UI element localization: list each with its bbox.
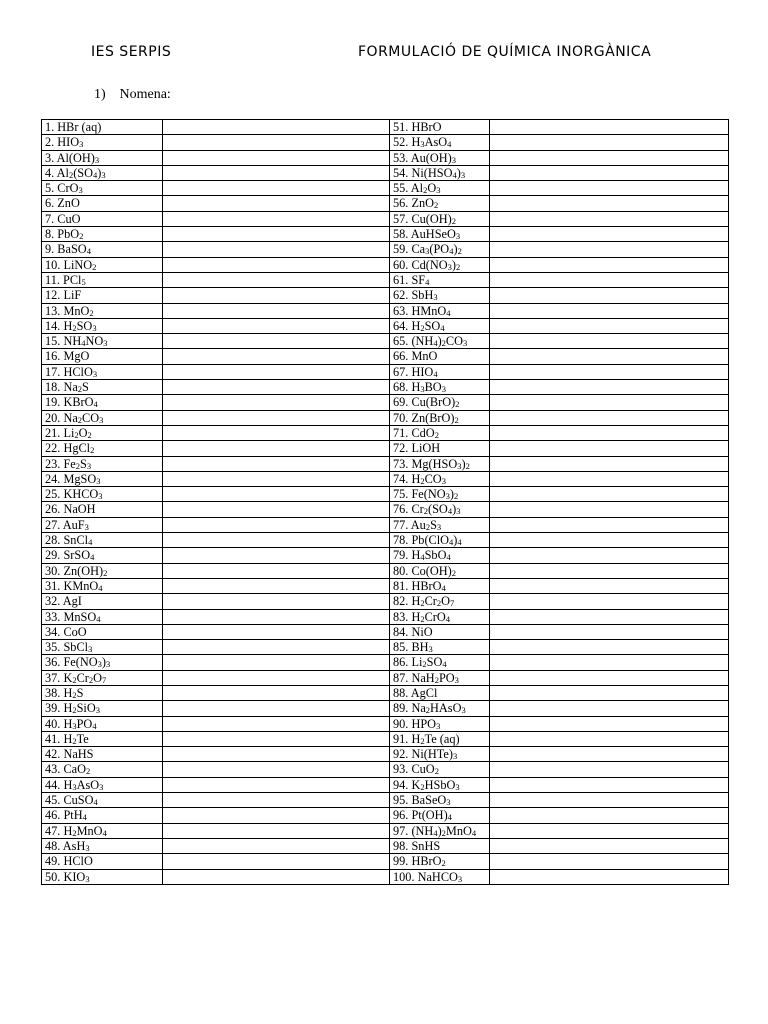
table-row <box>42 655 729 670</box>
formula-cell: 77. $Au_2S_3$ <box>390 517 490 532</box>
formula-cell: 79. $H_4SbO_4$ <box>390 548 490 563</box>
table-row <box>42 410 729 425</box>
formula-cell: 75. $Fe(NO_3)_2$ <box>390 487 490 502</box>
answer-cell[interactable] <box>490 257 729 272</box>
formula-cell: 28. SnCl$_4$ <box>42 533 163 548</box>
table-row <box>42 533 729 548</box>
table-row <box>42 227 729 242</box>
formula-cell: 46. PtH$_4$ <box>42 808 163 823</box>
table-row <box>42 196 729 211</box>
table-row <box>42 640 729 655</box>
answer-cell[interactable] <box>490 747 729 762</box>
formula-cell: 15. $NH_4NO_3$ <box>42 334 163 349</box>
question-text: Nomena: <box>119 87 171 102</box>
answer-cell[interactable] <box>163 609 390 624</box>
answer-cell[interactable] <box>163 349 390 364</box>
formula-cell: 62. SbH$_3$ <box>390 288 490 303</box>
answer-cell[interactable] <box>490 349 729 364</box>
answer-cell[interactable] <box>490 578 729 593</box>
formula-cell: 55. $Al_2O_3$ <box>390 181 490 196</box>
formula-cell: 97. $(NH_4)_2MnO_4$ <box>390 823 490 838</box>
answer-cell[interactable] <box>490 120 729 135</box>
formula-cell: 81. HBrO$_4$ <box>390 578 490 593</box>
formula-cell: 73. $Mg(HSO_3)_2$ <box>390 456 490 471</box>
formula-cell: 42. NaHS <box>42 747 163 762</box>
answer-cell[interactable] <box>163 150 390 165</box>
answer-cell[interactable] <box>163 869 390 884</box>
answer-cell[interactable] <box>163 670 390 685</box>
answer-cell[interactable] <box>490 563 729 578</box>
answer-cell[interactable] <box>490 685 729 700</box>
answer-cell[interactable] <box>163 808 390 823</box>
table-row <box>42 135 729 150</box>
table-row <box>42 211 729 226</box>
formula-cell: 34. CoO <box>42 624 163 639</box>
answer-cell[interactable] <box>163 318 390 333</box>
answer-cell[interactable] <box>490 395 729 410</box>
formula-cell: 61. $SF_4$ <box>390 272 490 287</box>
question-heading <box>94 87 171 103</box>
formula-cell: 9. BaSO$_4$ <box>42 242 163 257</box>
formula-cell: 2. $HIO_3$ <box>42 135 163 150</box>
formula-table <box>41 119 729 885</box>
formula-cell: 14. $H_2SO_3$ <box>42 318 163 333</box>
answer-cell[interactable] <box>163 288 390 303</box>
table-row <box>42 242 729 257</box>
formula-cell: 26. NaOH <box>42 502 163 517</box>
table-row <box>42 793 729 808</box>
formula-cell: 38. $H_2S$ <box>42 685 163 700</box>
answer-cell[interactable] <box>163 456 390 471</box>
answer-cell[interactable] <box>163 578 390 593</box>
formula-cell: 39. $H_2SiO_3$ <box>42 701 163 716</box>
table-row <box>42 685 729 700</box>
answer-cell[interactable] <box>163 838 390 853</box>
table-row <box>42 670 729 685</box>
formula-cell: 29. SrSO$_4$ <box>42 548 163 563</box>
formula-cell: 48. AsH$_3$ <box>42 838 163 853</box>
formula-cell: 84. NiO <box>390 624 490 639</box>
answer-cell[interactable] <box>490 150 729 165</box>
formula-cell: 23. $Fe_2S_3$ <box>42 456 163 471</box>
answer-cell[interactable] <box>490 380 729 395</box>
answer-cell[interactable] <box>163 487 390 502</box>
formula-cell: 24. MgSO$_3$ <box>42 471 163 486</box>
answer-cell[interactable] <box>490 334 729 349</box>
answer-cell[interactable] <box>490 456 729 471</box>
answer-cell[interactable] <box>490 318 729 333</box>
answer-cell[interactable] <box>163 380 390 395</box>
formula-cell: 49. HClO <box>42 854 163 869</box>
formula-cell: 82. $H_2Cr_2O_7$ <box>390 594 490 609</box>
formula-cell: 50. $KIO_3$ <box>42 869 163 884</box>
answer-cell[interactable] <box>163 777 390 792</box>
answer-cell[interactable] <box>163 425 390 440</box>
answer-cell[interactable] <box>490 731 729 746</box>
answer-cell[interactable] <box>163 563 390 578</box>
formula-cell: 70. $Zn(BrO)_2$ <box>390 410 490 425</box>
answer-cell[interactable] <box>163 655 390 670</box>
table-row <box>42 364 729 379</box>
formula-cell: 57. $Cu(OH)_2$ <box>390 211 490 226</box>
answer-cell[interactable] <box>490 487 729 502</box>
table-row <box>42 716 729 731</box>
table-row <box>42 303 729 318</box>
answer-cell[interactable] <box>490 854 729 869</box>
formula-cell: 95. BaSeO$_3$ <box>390 793 490 808</box>
formula-cell: 13. MnO$_2$ <box>42 303 163 318</box>
answer-cell[interactable] <box>163 196 390 211</box>
answer-cell[interactable] <box>490 410 729 425</box>
formula-cell: 78. $Pb(ClO_4)_4$ <box>390 533 490 548</box>
answer-cell[interactable] <box>490 242 729 257</box>
answer-cell[interactable] <box>163 364 390 379</box>
answer-cell[interactable] <box>163 731 390 746</box>
formula-cell: 88. AgCl <box>390 685 490 700</box>
formula-cell: 30. $Zn(OH)_2$ <box>42 563 163 578</box>
formula-cell: 60. $Cd(NO_3)_2$ <box>390 257 490 272</box>
answer-cell[interactable] <box>163 793 390 808</box>
formula-cell: 91. $H_2Te$ (aq) <box>390 731 490 746</box>
formula-cell: 83. $H_2CrO_4$ <box>390 609 490 624</box>
formula-cell: 52. $H_3AsO_4$ <box>390 135 490 150</box>
answer-cell[interactable] <box>490 701 729 716</box>
answer-cell[interactable] <box>163 548 390 563</box>
answer-cell[interactable] <box>163 533 390 548</box>
formula-cell: 19. KBrO$_4$ <box>42 395 163 410</box>
answer-cell[interactable] <box>163 747 390 762</box>
formula-cell: 63. HMnO$_4$ <box>390 303 490 318</box>
table-row <box>42 349 729 364</box>
formula-cell: 41. $H_2Te$ <box>42 731 163 746</box>
table-row <box>42 272 729 287</box>
formula-cell: 3. $Al(OH)_3$ <box>42 150 163 165</box>
answer-cell[interactable] <box>163 823 390 838</box>
table-row <box>42 318 729 333</box>
answer-cell[interactable] <box>490 165 729 180</box>
formula-cell: 56. ZnO$_2$ <box>390 196 490 211</box>
answer-cell[interactable] <box>490 624 729 639</box>
formula-cell: 76. $Cr_2(SO_4)_3$ <box>390 502 490 517</box>
answer-cell[interactable] <box>490 227 729 242</box>
answer-cell[interactable] <box>163 120 390 135</box>
table-row <box>42 609 729 624</box>
table-row <box>42 334 729 349</box>
table-row <box>42 120 729 135</box>
answer-cell[interactable] <box>163 471 390 486</box>
table-row <box>42 808 729 823</box>
answer-cell[interactable] <box>163 762 390 777</box>
formula-cell: 36. $Fe(NO_3)_3$ <box>42 655 163 670</box>
formula-cell: 86. $Li_2SO_4$ <box>390 655 490 670</box>
answer-cell[interactable] <box>163 303 390 318</box>
formula-cell: 45. CuSO$_4$ <box>42 793 163 808</box>
answer-cell[interactable] <box>490 777 729 792</box>
formula-cell: 87. $NaH_2PO_3$ <box>390 670 490 685</box>
answer-cell[interactable] <box>490 471 729 486</box>
formula-cell: 51. HBrO <box>390 120 490 135</box>
formula-cell: 80. $Co(OH)_2$ <box>390 563 490 578</box>
formula-cell: 1. HBr (aq) <box>42 120 163 135</box>
formula-cell: 98. SnHS <box>390 838 490 853</box>
answer-cell[interactable] <box>490 793 729 808</box>
answer-cell[interactable] <box>163 135 390 150</box>
answer-cell[interactable] <box>490 548 729 563</box>
answer-cell[interactable] <box>490 502 729 517</box>
table-row <box>42 425 729 440</box>
formula-cell: 18. $Na_2S$ <box>42 380 163 395</box>
formula-cell: 89. $Na_2HAsO_3$ <box>390 701 490 716</box>
answer-cell[interactable] <box>490 594 729 609</box>
formula-cell: 93. CuO$_2$ <box>390 762 490 777</box>
table-row <box>42 471 729 486</box>
formula-cell: 11. PCl$_5$ <box>42 272 163 287</box>
formula-cell: 40. $H_3PO_4$ <box>42 716 163 731</box>
answer-cell[interactable] <box>490 196 729 211</box>
answer-cell[interactable] <box>490 288 729 303</box>
answer-cell[interactable] <box>490 869 729 884</box>
answer-cell[interactable] <box>163 227 390 242</box>
table-row <box>42 731 729 746</box>
formula-cell: 16. MgO <box>42 349 163 364</box>
formula-cell: 25. $KHCO_3$ <box>42 487 163 502</box>
answer-cell[interactable] <box>490 670 729 685</box>
table-row <box>42 578 729 593</box>
table-row <box>42 838 729 853</box>
answer-cell[interactable] <box>163 502 390 517</box>
formula-cell: 8. PbO$_2$ <box>42 227 163 242</box>
formula-cell: 20. $Na_2CO_3$ <box>42 410 163 425</box>
answer-cell[interactable] <box>163 716 390 731</box>
formula-cell: 72. LiOH <box>390 441 490 456</box>
table-row <box>42 441 729 456</box>
formula-cell: 12. LiF <box>42 288 163 303</box>
answer-cell[interactable] <box>163 685 390 700</box>
answer-cell[interactable] <box>163 242 390 257</box>
answer-cell[interactable] <box>163 640 390 655</box>
school-name: IES SERPIS <box>91 44 172 60</box>
formula-cell: 32. AgI <box>42 594 163 609</box>
formula-cell: 71. CdO$_2$ <box>390 425 490 440</box>
table-row <box>42 594 729 609</box>
table-row <box>42 563 729 578</box>
answer-cell[interactable] <box>163 181 390 196</box>
formula-cell: 67. $HIO_4$ <box>390 364 490 379</box>
table-row <box>42 150 729 165</box>
formula-cell: 54. $Ni(HSO_4)_3$ <box>390 165 490 180</box>
table-row <box>42 624 729 639</box>
formula-cell: 68. $H_3BO_3$ <box>390 380 490 395</box>
formula-cell: 66. MnO <box>390 349 490 364</box>
answer-cell[interactable] <box>163 334 390 349</box>
answer-cell[interactable] <box>490 716 729 731</box>
table-row <box>42 854 729 869</box>
formula-cell: 35. SbCl$_3$ <box>42 640 163 655</box>
answer-cell[interactable] <box>163 594 390 609</box>
answer-cell[interactable] <box>163 272 390 287</box>
answer-cell[interactable] <box>490 533 729 548</box>
formula-cell: 10. LiNO$_2$ <box>42 257 163 272</box>
table-row <box>42 288 729 303</box>
formula-cell: 17. HClO$_3$ <box>42 364 163 379</box>
formula-cell: 90. $HPO_3$ <box>390 716 490 731</box>
table-row <box>42 502 729 517</box>
answer-cell[interactable] <box>163 517 390 532</box>
table-row <box>42 747 729 762</box>
answer-cell[interactable] <box>490 640 729 655</box>
answer-cell[interactable] <box>490 838 729 853</box>
formula-cell: 22. HgCl$_2$ <box>42 441 163 456</box>
formula-cell: 59. $Ca_3(PO_4)_2$ <box>390 242 490 257</box>
formula-cell: 44. $H_3AsO_3$ <box>42 777 163 792</box>
table-row <box>42 869 729 884</box>
answer-cell[interactable] <box>490 211 729 226</box>
table-row <box>42 823 729 838</box>
answer-cell[interactable] <box>490 609 729 624</box>
answer-cell[interactable] <box>163 701 390 716</box>
answer-cell[interactable] <box>163 624 390 639</box>
answer-cell[interactable] <box>490 823 729 838</box>
table-row <box>42 380 729 395</box>
answer-cell[interactable] <box>163 410 390 425</box>
answer-cell[interactable] <box>490 272 729 287</box>
formula-cell: 99. HBrO$_2$ <box>390 854 490 869</box>
formula-cell: 74. $H_2CO_3$ <box>390 471 490 486</box>
table-row <box>42 257 729 272</box>
answer-cell[interactable] <box>490 181 729 196</box>
table-row <box>42 701 729 716</box>
formula-cell: 69. $Cu(BrO)_2$ <box>390 395 490 410</box>
formula-cell: 100. NaHCO$_3$ <box>390 869 490 884</box>
formula-cell: 96. $Pt(OH)_4$ <box>390 808 490 823</box>
formula-cell: 85. $BH_3$ <box>390 640 490 655</box>
answer-cell[interactable] <box>163 257 390 272</box>
formula-cell: 33. MnSO$_4$ <box>42 609 163 624</box>
answer-cell[interactable] <box>490 808 729 823</box>
table-row <box>42 395 729 410</box>
formula-cell: 27. AuF$_3$ <box>42 517 163 532</box>
formula-cell: 64. $H_2SO_4$ <box>390 318 490 333</box>
answer-cell[interactable] <box>490 655 729 670</box>
answer-cell[interactable] <box>490 425 729 440</box>
answer-cell[interactable] <box>490 364 729 379</box>
formula-cell: 53. $Au(OH)_3$ <box>390 150 490 165</box>
formula-cell: 4. $Al_2(SO_4)_3$ <box>42 165 163 180</box>
answer-cell[interactable] <box>163 395 390 410</box>
formula-cell: 92. $Ni(HTe)_3$ <box>390 747 490 762</box>
table-row <box>42 181 729 196</box>
formula-cell: 21. $Li_2O_2$ <box>42 425 163 440</box>
answer-cell[interactable] <box>490 762 729 777</box>
answer-cell[interactable] <box>163 854 390 869</box>
answer-cell[interactable] <box>163 441 390 456</box>
answer-cell[interactable] <box>490 303 729 318</box>
answer-cell[interactable] <box>490 135 729 150</box>
formula-cell: 65. $(NH_4)_2CO_3$ <box>390 334 490 349</box>
formula-cell: 5. CrO$_3$ <box>42 181 163 196</box>
page-title: FORMULACIÓ DE QUÍMICA INORGÀNICA <box>358 44 652 60</box>
table-row <box>42 762 729 777</box>
table-row <box>42 517 729 532</box>
answer-cell[interactable] <box>490 517 729 532</box>
formula-cell: 6. ZnO <box>42 196 163 211</box>
formula-cell: 7. CuO <box>42 211 163 226</box>
table-row <box>42 165 729 180</box>
table-row <box>42 456 729 471</box>
answer-cell[interactable] <box>163 211 390 226</box>
formula-cell: 31. KMnO$_4$ <box>42 578 163 593</box>
formula-cell: 94. $K_2HSbO_3$ <box>390 777 490 792</box>
formula-cell: 58. AuHSeO$_3$ <box>390 227 490 242</box>
answer-cell[interactable] <box>490 441 729 456</box>
table-row <box>42 487 729 502</box>
formula-cell: 37. $K_2Cr_2O_7$ <box>42 670 163 685</box>
table-row <box>42 548 729 563</box>
question-number: 1) <box>94 87 106 102</box>
table-row <box>42 777 729 792</box>
formula-cell: 47. $H_2MnO_4$ <box>42 823 163 838</box>
answer-cell[interactable] <box>163 165 390 180</box>
formula-cell: 43. CaO$_2$ <box>42 762 163 777</box>
